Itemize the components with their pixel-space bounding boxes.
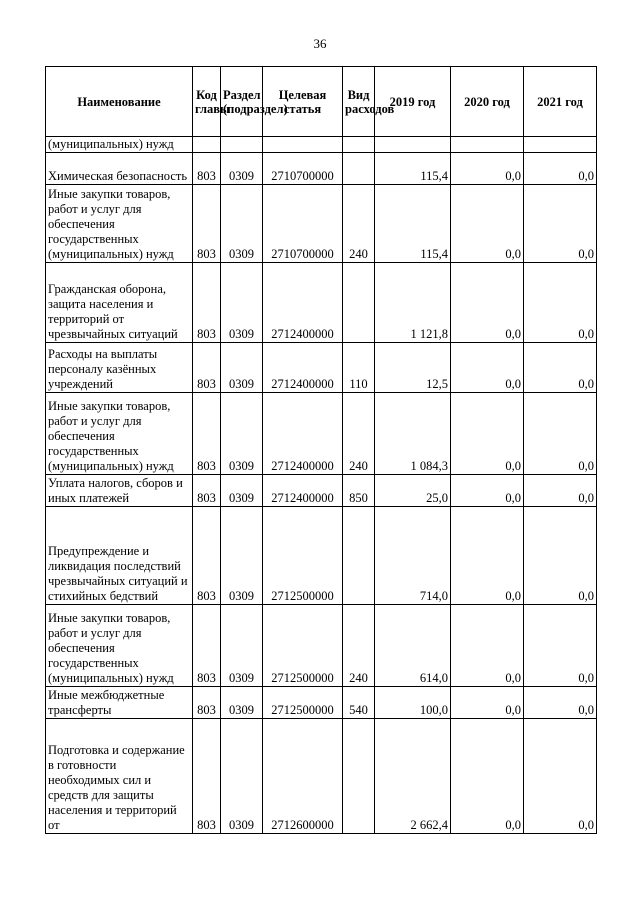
row-2020: 0,0	[451, 719, 524, 834]
row-article: 2712600000	[263, 719, 343, 834]
row-type: 850	[343, 475, 375, 507]
table-row	[46, 605, 597, 687]
row-2019: 115,4	[375, 185, 451, 263]
header-2021: 2021 год	[524, 67, 597, 137]
row-2021: 0,0	[524, 475, 597, 507]
row-article: 2712400000	[263, 263, 343, 343]
row-2020: 0,0	[451, 263, 524, 343]
row-2019: 25,0	[375, 475, 451, 507]
row-2021: 0,0	[524, 185, 597, 263]
row-type: 240	[343, 393, 375, 475]
table-row	[46, 507, 597, 605]
row-name: Гражданская оборона, защита населения и территорий от чрезвычайных ситуаций	[46, 263, 193, 343]
header-2019: 2019 год	[375, 67, 451, 137]
row-type	[343, 263, 375, 343]
table-row	[46, 153, 597, 185]
row-type: 540	[343, 687, 375, 719]
row-2019: 100,0	[375, 687, 451, 719]
row-article: 2712500000	[263, 687, 343, 719]
row-code: 803	[193, 263, 221, 343]
row-2019	[375, 137, 451, 153]
row-code: 803	[193, 687, 221, 719]
table-row	[46, 185, 597, 263]
row-name: Химическая безопасность	[46, 153, 193, 185]
row-code: 803	[193, 719, 221, 834]
row-2019: 614,0	[375, 605, 451, 687]
row-2020: 0,0	[451, 343, 524, 393]
row-2020: 0,0	[451, 185, 524, 263]
row-2019: 115,4	[375, 153, 451, 185]
row-2021: 0,0	[524, 507, 597, 605]
row-2021: 0,0	[524, 343, 597, 393]
table-row	[46, 687, 597, 719]
row-2020: 0,0	[451, 605, 524, 687]
row-section: 0309	[221, 475, 263, 507]
header-2020: 2020 год	[451, 67, 524, 137]
row-name: Подготовка и содержание в готовности необходимых сил и средств для защиты населения и территорий от	[46, 719, 193, 834]
row-2021: 0,0	[524, 153, 597, 185]
header-target-article: Целевая статья	[263, 67, 343, 137]
row-2021: 0,0	[524, 687, 597, 719]
row-2021: 0,0	[524, 393, 597, 475]
row-code: 803	[193, 475, 221, 507]
row-name: Иные межбюджетные трансферты	[46, 687, 193, 719]
row-type	[343, 507, 375, 605]
page-number: 36	[313, 36, 327, 51]
row-code: 803	[193, 393, 221, 475]
row-name: (муниципальных) нужд	[46, 137, 193, 153]
header-section: Раздел (подраздел)	[221, 67, 263, 137]
row-2020: 0,0	[451, 687, 524, 719]
row-section: 0309	[221, 393, 263, 475]
row-2019: 714,0	[375, 507, 451, 605]
row-section	[221, 137, 263, 153]
row-article: 2712400000	[263, 343, 343, 393]
row-section: 0309	[221, 719, 263, 834]
row-code: 803	[193, 605, 221, 687]
row-article: 2712400000	[263, 393, 343, 475]
row-section: 0309	[221, 153, 263, 185]
row-2021: 0,0	[524, 263, 597, 343]
table-row	[46, 475, 597, 507]
row-type	[343, 153, 375, 185]
table-row	[46, 393, 597, 475]
row-type: 110	[343, 343, 375, 393]
row-article: 2712500000	[263, 507, 343, 605]
table-row	[46, 719, 597, 834]
header-chapter-code: Код главы	[193, 67, 221, 137]
row-section: 0309	[221, 263, 263, 343]
budget-table	[45, 66, 597, 834]
row-2020: 0,0	[451, 153, 524, 185]
table-row	[46, 137, 597, 153]
row-section: 0309	[221, 507, 263, 605]
row-article	[263, 137, 343, 153]
row-name: Расходы на выплаты персоналу казённых учреждений	[46, 343, 193, 393]
row-article: 2710700000	[263, 153, 343, 185]
row-name: Иные закупки товаров, работ и услуг для обеспечения государственных (муниципальных) нужд	[46, 185, 193, 263]
row-type: 240	[343, 185, 375, 263]
table-row	[46, 263, 597, 343]
row-code: 803	[193, 507, 221, 605]
row-article: 2712400000	[263, 475, 343, 507]
row-2020	[451, 137, 524, 153]
row-code: 803	[193, 343, 221, 393]
row-name: Предупреждение и ликвидация последствий чрезвычайных ситуаций и стихийных бедствий	[46, 507, 193, 605]
header-name: Наименование	[46, 67, 193, 137]
row-2019: 1 084,3	[375, 393, 451, 475]
row-type	[343, 137, 375, 153]
row-2021	[524, 137, 597, 153]
header-row	[46, 67, 597, 137]
row-2020: 0,0	[451, 393, 524, 475]
row-name: Иные закупки товаров, работ и услуг для обеспечения государственных (муниципальных) нужд	[46, 393, 193, 475]
row-section: 0309	[221, 185, 263, 263]
row-article: 2710700000	[263, 185, 343, 263]
row-article: 2712500000	[263, 605, 343, 687]
row-2021: 0,0	[524, 719, 597, 834]
row-type	[343, 719, 375, 834]
row-name: Иные закупки товаров, работ и услуг для обеспечения государственных (муниципальных) нужд	[46, 605, 193, 687]
row-2019: 2 662,4	[375, 719, 451, 834]
row-type: 240	[343, 605, 375, 687]
table-row	[46, 343, 597, 393]
row-section: 0309	[221, 605, 263, 687]
row-2019: 12,5	[375, 343, 451, 393]
row-2020: 0,0	[451, 507, 524, 605]
row-name: Уплата налогов, сборов и иных платежей	[46, 475, 193, 507]
row-2021: 0,0	[524, 605, 597, 687]
header-expense-type: Вид расходов	[343, 67, 375, 137]
row-code: 803	[193, 153, 221, 185]
row-2019: 1 121,8	[375, 263, 451, 343]
row-code	[193, 137, 221, 153]
row-2020: 0,0	[451, 475, 524, 507]
row-section: 0309	[221, 343, 263, 393]
row-section: 0309	[221, 687, 263, 719]
row-code: 803	[193, 185, 221, 263]
